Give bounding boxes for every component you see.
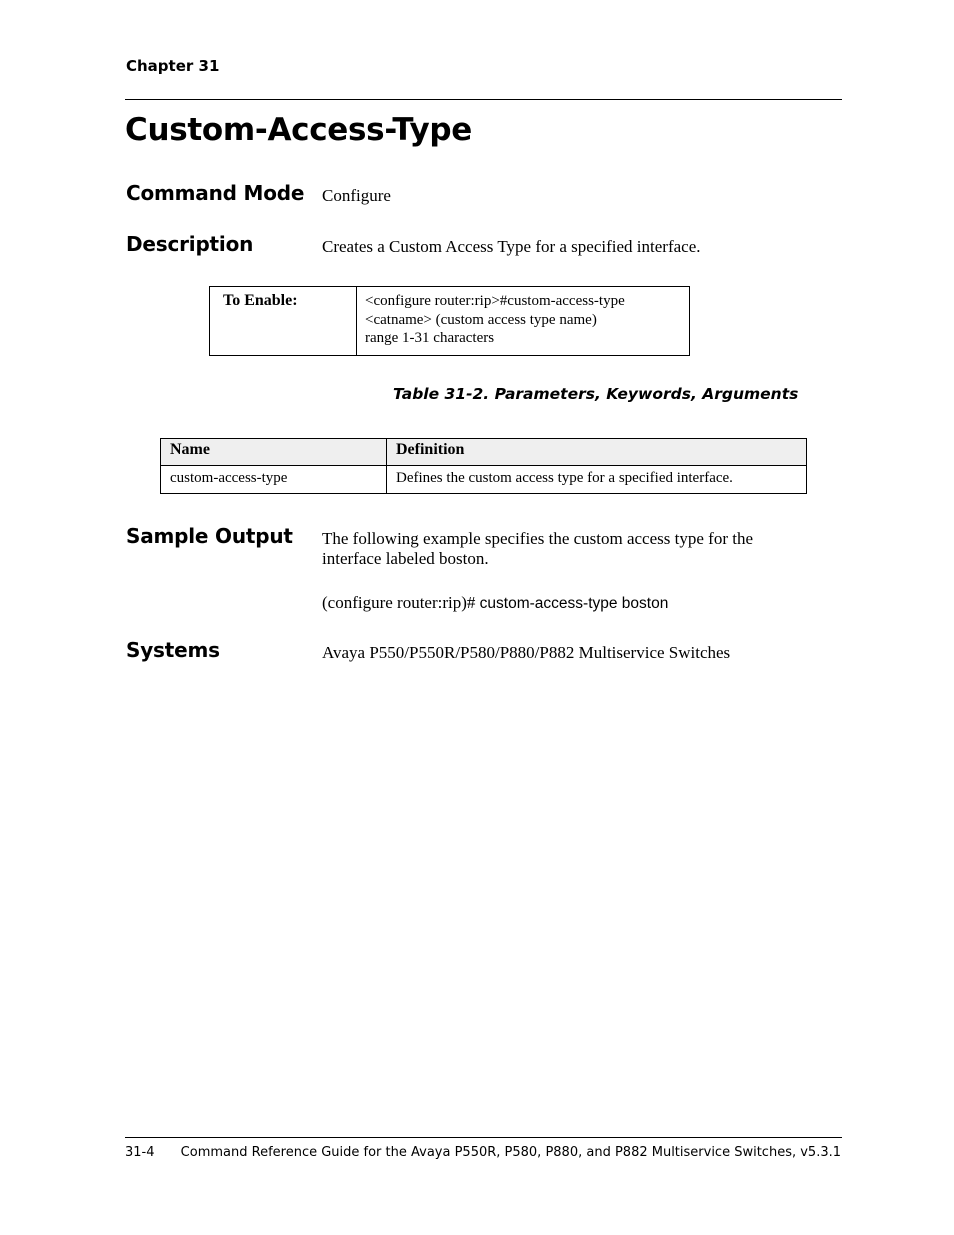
systems-heading: Systems: [126, 638, 220, 662]
param-name-cell: custom-access-type: [161, 466, 387, 494]
command-mode-heading: Command Mode: [126, 181, 305, 205]
command-prompt: (configure router:rip)#: [322, 593, 480, 612]
command-mode-value: Configure: [322, 186, 391, 205]
parameters-table: [160, 438, 807, 494]
enable-table: [209, 286, 690, 356]
page-number: 31-4: [125, 1145, 155, 1160]
table-caption: Table 31-2. Parameters, Keywords, Arguments: [393, 385, 799, 403]
systems-value: Avaya P550/P550R/P580/P880/P882 Multiservice Switches: [322, 643, 731, 662]
description-text: Creates a Custom Access Type for a specified interface.: [322, 237, 701, 256]
enable-label: To Enable:: [210, 287, 357, 356]
column-header-definition: Definition: [387, 439, 807, 466]
header-rule: [125, 99, 842, 100]
table-row: [161, 466, 807, 494]
param-definition-cell: Defines the custom access type for a specified interface.: [387, 466, 807, 494]
command-text: custom-access-type boston: [479, 595, 669, 612]
sample-output-heading: Sample Output: [126, 524, 293, 548]
chapter-label: Chapter 31: [126, 57, 220, 75]
enable-syntax-line: <catname> (custom access type name): [365, 311, 597, 328]
enable-syntax-line: <configure router:rip>#custom-access-type: [365, 293, 625, 309]
column-header-name: Name: [161, 439, 387, 466]
enable-syntax: [357, 287, 690, 356]
footer-title: Command Reference Guide for the Avaya P550R, P580, P880, and P882 Multiservice Switches, v5.3.1: [180, 1145, 841, 1160]
sample-output-text: The following example specifies the custom access type for the interface labeled boston.: [322, 529, 753, 568]
footer-rule: [125, 1137, 842, 1138]
sample-command: [322, 593, 668, 613]
table-header-row: [161, 439, 807, 466]
description-heading: Description: [126, 232, 254, 256]
page-title: Custom-Access-Type: [125, 112, 473, 148]
enable-syntax-line: range 1-31 characters: [365, 330, 495, 346]
